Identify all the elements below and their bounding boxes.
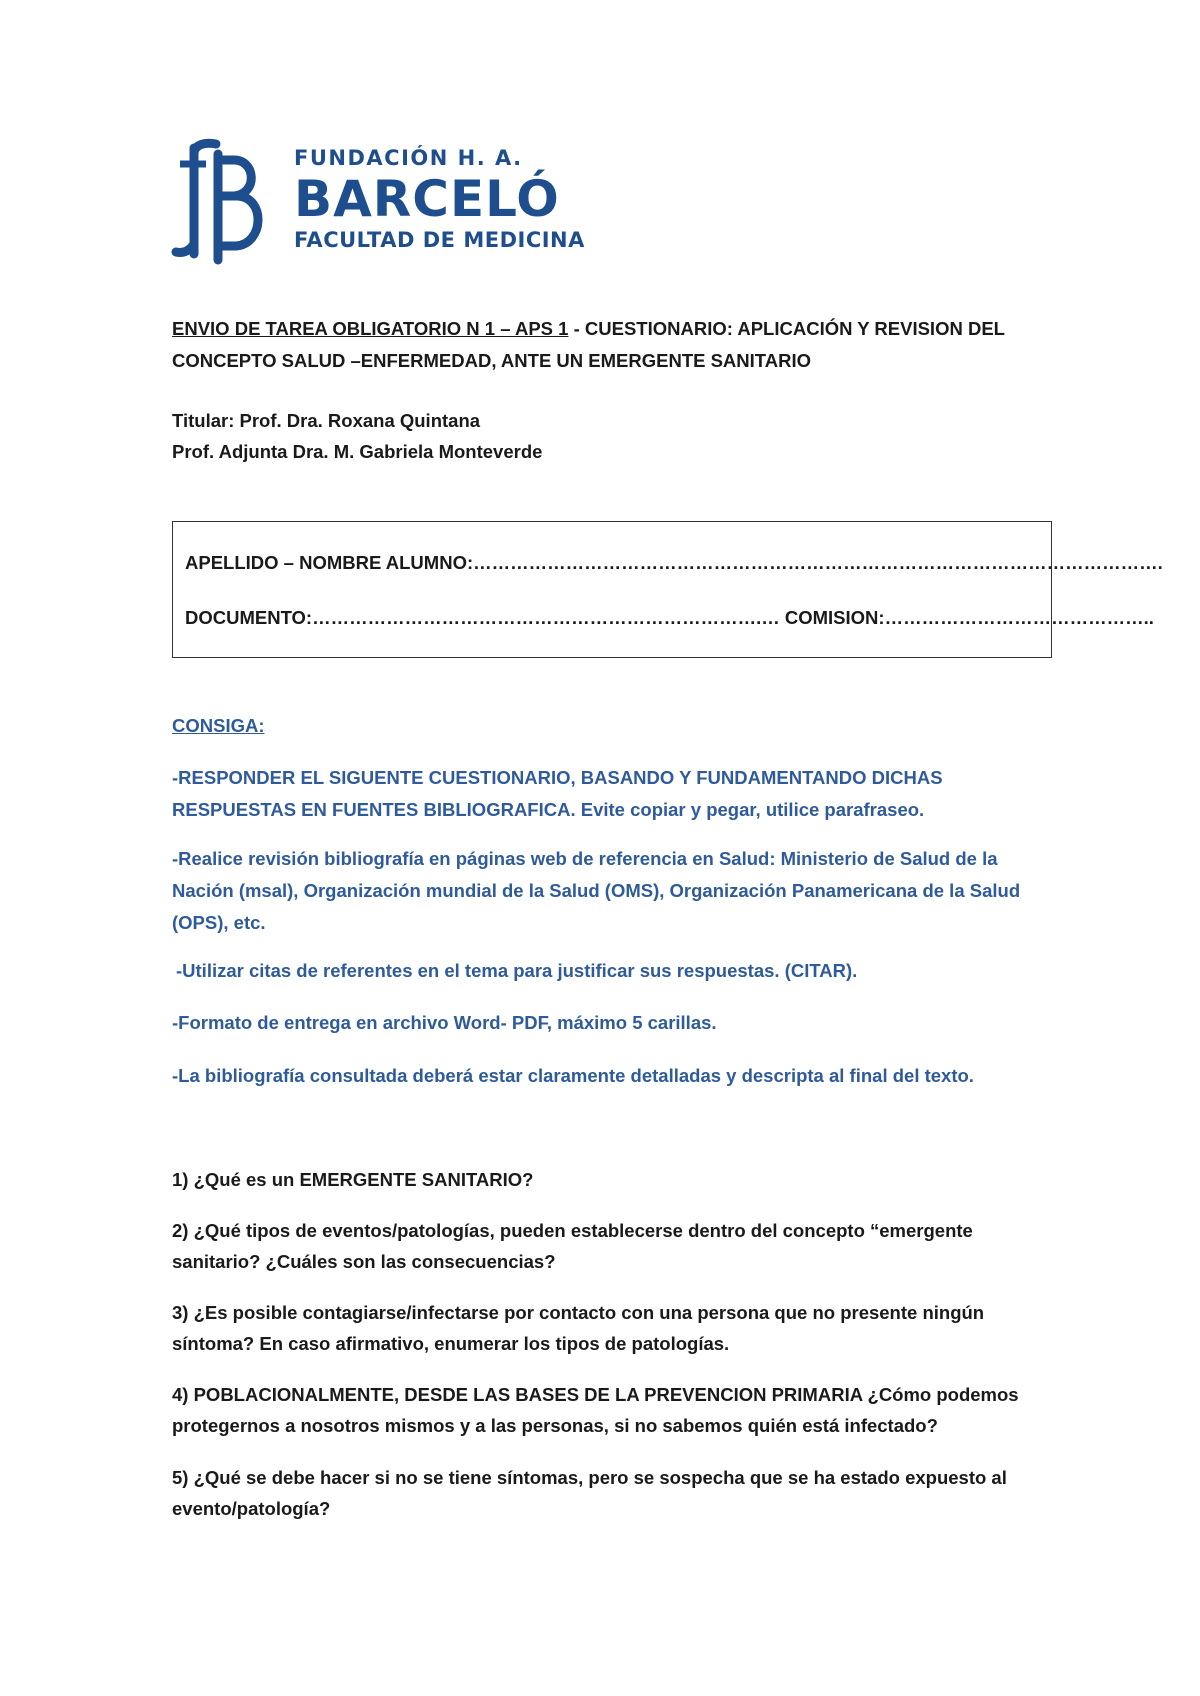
question-5: 5) ¿Qué se debe hacer si no se tiene síntomas, pero se sospecha que se ha estado expuesto al evento/patología? [172,1467,1007,1519]
logo-text [294,146,594,252]
instruction-item: -La bibliografía consultada deberá estar claramente detalladas y descripta al final del texto. [172,1065,974,1086]
logo-barcelo: BARCELÓ [294,170,560,228]
titular-name: Titular: Prof. Dra. Roxana Quintana [172,410,481,431]
instruction-item: -Realice revisión bibliografía en páginas web de referencia en Salud: Ministerio de Salud de la Nación (msal), Organización mundial de la Salud (OMS), Organización Panamericana de la Salud (OPS), etc. [172,848,1021,933]
student-info-box [172,521,1163,658]
staff-block [172,405,1052,467]
logo-foundation-name: FUNDACIÓN H. A. [294,146,523,170]
fhab-monogram-icon [172,140,268,262]
document-commission-field[interactable]: DOCUMENTO:……………………………………………………………….… COMISION:…………………………………….. [185,607,1154,628]
title-rest: - CUESTIONARIO: APLICACIÓN Y REVISION DEL [568,318,1005,339]
question-2: 2) ¿Qué tipos de eventos/patologías, pueden establecerse dentro del concepto “emergente sanitario? ¿Cuáles son las consecuencias? [172,1220,973,1272]
assignment-title [172,313,1052,377]
question-3: 3) ¿Es posible contagiarse/infectarse por contacto con una persona que no presente ningún síntoma? En caso afirmativo, enumerar los tipos de patologías. [172,1302,985,1354]
student-name-field[interactable]: APELLIDO – NOMBRE ALUMNO:…………………………………………………………………………………………………. [185,552,1163,573]
adjunta-name: Prof. Adjunta Dra. M. Gabriela Monteverde [172,441,543,462]
instructions-heading: CONSIGA: [172,715,265,736]
title-underlined: ENVIO DE TAREA OBLIGATORIO N 1 – APS 1 [172,318,569,339]
logo-faculty: FACULTAD DE MEDICINA [294,228,585,252]
question-4: 4) POBLACIONALMENTE, DESDE LAS BASES DE LA PREVENCION PRIMARIA ¿Cómo podemos protegernos a nosotros mismos y a las personas, si no sabemos quién está infectado? [172,1384,1019,1436]
title-line-2: CONCEPTO SALUD –ENFERMEDAD, ANTE UN EMERGENTE SANITARIO [172,350,811,371]
question-1: 1) ¿Qué es un EMERGENTE SANITARIO? [172,1169,534,1190]
institution-logo [172,140,592,262]
title-line-1 [172,313,1052,345]
instruction-item: -Utilizar citas de referentes en el tema para justificar sus respuestas. (CITAR). [176,960,858,981]
instruction-item: -RESPONDER EL SIGUENTE CUESTIONARIO, BASANDO Y FUNDAMENTANDO DICHAS RESPUESTAS EN FUENTES BIBLIOGRAFICA. Evite copiar y pegar, utilice parafraseo. [172,767,943,820]
instruction-item: -Formato de entrega en archivo Word- PDF, máximo 5 carillas. [172,1012,717,1033]
